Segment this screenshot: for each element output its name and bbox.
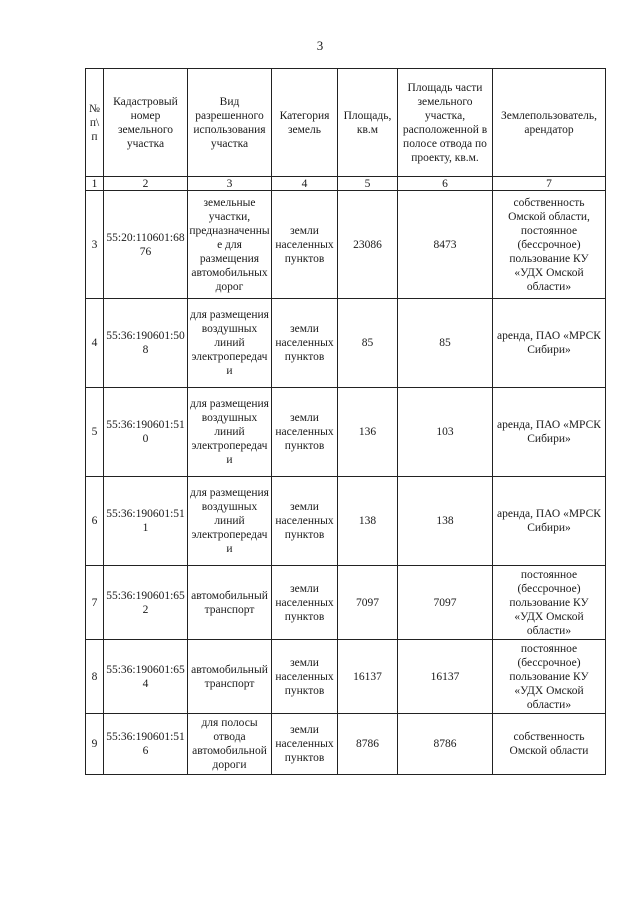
cell-land-user: собственность Омской области — [493, 714, 606, 775]
cell-cadastral-number: 55:36:190601:510 — [104, 388, 188, 477]
cell-area: 8786 — [338, 714, 398, 775]
table-row — [86, 388, 606, 477]
table-row — [86, 566, 606, 640]
cell-row-number: 6 — [86, 477, 104, 566]
header-cell-number: № п\п — [86, 69, 104, 177]
header-cell-permitted-use: Вид разрешенного использования участка — [188, 69, 272, 177]
land-plots-table — [85, 68, 606, 775]
cell-cadastral-number: 55:36:190601:511 — [104, 477, 188, 566]
cell-area: 7097 — [338, 566, 398, 640]
cell-row-number: 8 — [86, 640, 104, 714]
cell-land-user: постоянное (бессрочное) пользование КУ «УДХ Омской области» — [493, 566, 606, 640]
cell-row-number: 7 — [86, 566, 104, 640]
table-row — [86, 714, 606, 775]
cell-area-in-strip: 138 — [398, 477, 493, 566]
column-number: 7 — [493, 177, 606, 191]
cell-land-user: аренда, ПАО «МРСК Сибири» — [493, 477, 606, 566]
cell-row-number: 5 — [86, 388, 104, 477]
table-row — [86, 640, 606, 714]
cell-land-category: земли населенных пунктов — [272, 714, 338, 775]
column-number: 1 — [86, 177, 104, 191]
cell-permitted-use: для размещения воздушных линий электропередачи — [188, 477, 272, 566]
table-header-row — [86, 69, 606, 177]
cell-cadastral-number: 55:36:190601:654 — [104, 640, 188, 714]
cell-land-category: земли населенных пунктов — [272, 388, 338, 477]
cell-permitted-use: автомобильный транспорт — [188, 566, 272, 640]
header-cell-area-in-strip: Площадь части земельного участка, расположенной в полосе отвода по проекту, кв.м. — [398, 69, 493, 177]
cell-area-in-strip: 16137 — [398, 640, 493, 714]
cell-area-in-strip: 8786 — [398, 714, 493, 775]
table-row — [86, 299, 606, 388]
cell-permitted-use: земельные участки, предназначенные для размещения автомобильных дорог — [188, 191, 272, 299]
cell-area: 138 — [338, 477, 398, 566]
column-number: 2 — [104, 177, 188, 191]
cell-area: 85 — [338, 299, 398, 388]
page-number: 3 — [316, 38, 324, 53]
column-number: 4 — [272, 177, 338, 191]
cell-cadastral-number: 55:36:190601:508 — [104, 299, 188, 388]
table-row — [86, 477, 606, 566]
cell-area-in-strip: 103 — [398, 388, 493, 477]
table-row — [86, 191, 606, 299]
column-number: 6 — [398, 177, 493, 191]
header-cell-land-user: Землепользователь, арендатор — [493, 69, 606, 177]
cell-land-user: аренда, ПАО «МРСК Сибири» — [493, 299, 606, 388]
cell-area-in-strip: 85 — [398, 299, 493, 388]
column-number-row — [86, 177, 606, 191]
cell-land-user: постоянное (бессрочное) пользование КУ «УДХ Омской области» — [493, 640, 606, 714]
cell-permitted-use: для размещения воздушных линий электропередачи — [188, 299, 272, 388]
cell-cadastral-number: 55:36:190601:652 — [104, 566, 188, 640]
column-number: 3 — [188, 177, 272, 191]
column-number: 5 — [338, 177, 398, 191]
cell-land-user: аренда, ПАО «МРСК Сибири» — [493, 388, 606, 477]
cell-permitted-use: автомобильный транспорт — [188, 640, 272, 714]
cell-row-number: 4 — [86, 299, 104, 388]
cell-permitted-use: для полосы отвода автомобильной дороги — [188, 714, 272, 775]
cell-area: 23086 — [338, 191, 398, 299]
cell-cadastral-number: 55:36:190601:516 — [104, 714, 188, 775]
cell-land-user: собственность Омской области, постоянное (бессрочное) пользование КУ «УДХ Омской области» — [493, 191, 606, 299]
cell-cadastral-number: 55:20:110601:6876 — [104, 191, 188, 299]
cell-row-number: 3 — [86, 191, 104, 299]
cell-permitted-use: для размещения воздушных линий электропередачи — [188, 388, 272, 477]
cell-land-category: земли населенных пунктов — [272, 640, 338, 714]
cell-land-category: земли населенных пунктов — [272, 566, 338, 640]
cell-area: 136 — [338, 388, 398, 477]
header-cell-land-category: Категория земель — [272, 69, 338, 177]
header-cell-area: Площадь, кв.м — [338, 69, 398, 177]
cell-row-number: 9 — [86, 714, 104, 775]
header-cell-cadastral-number: Кадастровый номер земельного участка — [104, 69, 188, 177]
cell-land-category: земли населенных пунктов — [272, 191, 338, 299]
cell-land-category: земли населенных пунктов — [272, 299, 338, 388]
cell-area: 16137 — [338, 640, 398, 714]
cell-area-in-strip: 7097 — [398, 566, 493, 640]
cell-land-category: земли населенных пунктов — [272, 477, 338, 566]
cell-area-in-strip: 8473 — [398, 191, 493, 299]
